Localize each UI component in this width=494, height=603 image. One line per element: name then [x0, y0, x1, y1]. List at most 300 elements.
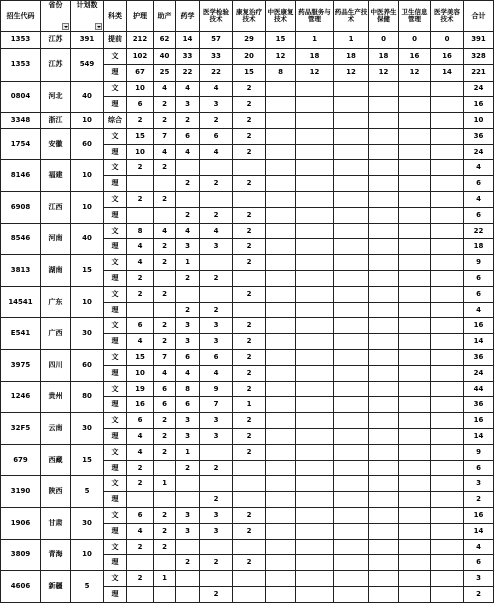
subject-cell[interactable]: 文 — [104, 539, 127, 555]
count-cell[interactable]: 4 — [176, 365, 200, 381]
plan-cell[interactable]: 10 — [71, 192, 104, 224]
count-cell[interactable] — [431, 523, 464, 539]
count-cell[interactable] — [399, 192, 431, 208]
count-cell[interactable] — [266, 239, 296, 255]
province-cell[interactable]: 广东 — [41, 286, 71, 318]
count-cell[interactable] — [176, 286, 200, 302]
total-cell[interactable]: 10 — [464, 113, 494, 129]
count-cell[interactable] — [431, 444, 464, 460]
total-cell[interactable]: 9 — [464, 444, 494, 460]
count-cell[interactable]: 2 — [127, 271, 154, 287]
count-cell[interactable]: 2 — [233, 429, 266, 445]
count-cell[interactable] — [334, 255, 369, 271]
subject-cell[interactable]: 文 — [104, 286, 127, 302]
count-cell[interactable] — [266, 286, 296, 302]
count-cell[interactable]: 2 — [154, 286, 176, 302]
total-cell[interactable]: 4 — [464, 539, 494, 555]
count-cell[interactable]: 2 — [154, 192, 176, 208]
count-cell[interactable]: 3 — [200, 334, 233, 350]
plan-cell[interactable]: 30 — [71, 413, 104, 445]
code-cell[interactable]: 3348 — [1, 113, 41, 129]
count-cell[interactable] — [369, 381, 399, 397]
count-cell[interactable] — [399, 207, 431, 223]
count-cell[interactable] — [399, 160, 431, 176]
count-cell[interactable] — [296, 239, 334, 255]
count-cell[interactable] — [233, 160, 266, 176]
count-cell[interactable]: 2 — [154, 429, 176, 445]
total-cell[interactable]: 22 — [464, 223, 494, 239]
count-cell[interactable]: 16 — [431, 48, 464, 65]
plan-cell[interactable]: 60 — [71, 350, 104, 382]
count-cell[interactable] — [369, 444, 399, 460]
count-cell[interactable] — [334, 239, 369, 255]
count-cell[interactable]: 2 — [233, 365, 266, 381]
count-cell[interactable]: 2 — [154, 318, 176, 334]
count-cell[interactable] — [296, 302, 334, 318]
plan-cell[interactable]: 10 — [71, 286, 104, 318]
count-cell[interactable]: 2 — [233, 555, 266, 571]
count-cell[interactable] — [154, 492, 176, 508]
count-cell[interactable]: 15 — [127, 128, 154, 144]
count-cell[interactable]: 2 — [154, 97, 176, 113]
count-cell[interactable] — [200, 286, 233, 302]
count-cell[interactable] — [431, 350, 464, 366]
total-cell[interactable]: 4 — [464, 302, 494, 318]
count-cell[interactable] — [399, 587, 431, 603]
count-cell[interactable]: 2 — [154, 523, 176, 539]
count-cell[interactable] — [431, 176, 464, 192]
count-cell[interactable]: 3 — [200, 523, 233, 539]
count-cell[interactable] — [233, 302, 266, 318]
count-cell[interactable] — [154, 207, 176, 223]
count-cell[interactable]: 4 — [127, 334, 154, 350]
count-cell[interactable]: 3 — [176, 508, 200, 524]
count-cell[interactable] — [369, 286, 399, 302]
subject-cell[interactable]: 理 — [104, 239, 127, 255]
count-cell[interactable]: 15 — [233, 65, 266, 82]
count-cell[interactable]: 2 — [154, 255, 176, 271]
count-cell[interactable] — [296, 192, 334, 208]
count-cell[interactable] — [334, 128, 369, 144]
total-cell[interactable]: 2 — [464, 587, 494, 603]
code-cell[interactable]: 3813 — [1, 255, 41, 287]
count-cell[interactable]: 2 — [233, 523, 266, 539]
subject-cell[interactable]: 文 — [104, 381, 127, 397]
count-cell[interactable] — [266, 523, 296, 539]
plan-cell[interactable]: 60 — [71, 128, 104, 160]
total-cell[interactable]: 221 — [464, 65, 494, 82]
count-cell[interactable] — [399, 144, 431, 160]
count-cell[interactable] — [266, 113, 296, 129]
count-cell[interactable]: 16 — [399, 48, 431, 65]
count-cell[interactable]: 2 — [154, 334, 176, 350]
count-cell[interactable] — [334, 144, 369, 160]
count-cell[interactable] — [154, 587, 176, 603]
count-cell[interactable] — [334, 113, 369, 129]
count-cell[interactable]: 25 — [154, 65, 176, 82]
subject-cell[interactable]: 文 — [104, 508, 127, 524]
total-cell[interactable]: 4 — [464, 160, 494, 176]
count-cell[interactable] — [266, 271, 296, 287]
count-cell[interactable] — [431, 334, 464, 350]
count-cell[interactable] — [334, 523, 369, 539]
count-cell[interactable]: 4 — [127, 444, 154, 460]
count-cell[interactable]: 2 — [127, 192, 154, 208]
count-cell[interactable] — [296, 318, 334, 334]
count-cell[interactable] — [334, 508, 369, 524]
count-cell[interactable] — [266, 350, 296, 366]
code-cell[interactable]: 6908 — [1, 192, 41, 224]
count-cell[interactable]: 4 — [154, 365, 176, 381]
count-cell[interactable] — [296, 555, 334, 571]
plan-cell[interactable]: 10 — [71, 160, 104, 192]
count-cell[interactable] — [200, 476, 233, 492]
count-cell[interactable]: 2 — [200, 587, 233, 603]
count-cell[interactable]: 6 — [200, 128, 233, 144]
count-cell[interactable]: 1 — [154, 571, 176, 587]
count-cell[interactable] — [296, 397, 334, 413]
count-cell[interactable] — [176, 571, 200, 587]
count-cell[interactable]: 10 — [127, 365, 154, 381]
count-cell[interactable] — [369, 555, 399, 571]
count-cell[interactable] — [431, 223, 464, 239]
total-cell[interactable]: 16 — [464, 318, 494, 334]
count-cell[interactable]: 2 — [154, 508, 176, 524]
code-cell[interactable]: 3190 — [1, 476, 41, 508]
count-cell[interactable] — [399, 113, 431, 129]
count-cell[interactable]: 2 — [233, 350, 266, 366]
count-cell[interactable] — [334, 539, 369, 555]
count-cell[interactable] — [154, 555, 176, 571]
count-cell[interactable] — [369, 539, 399, 555]
count-cell[interactable]: 3 — [176, 429, 200, 445]
count-cell[interactable] — [334, 571, 369, 587]
count-cell[interactable] — [431, 192, 464, 208]
count-cell[interactable] — [399, 460, 431, 476]
count-cell[interactable]: 2 — [233, 128, 266, 144]
count-cell[interactable] — [431, 555, 464, 571]
count-cell[interactable] — [399, 128, 431, 144]
count-cell[interactable] — [399, 397, 431, 413]
count-cell[interactable]: 19 — [127, 381, 154, 397]
count-cell[interactable]: 2 — [200, 460, 233, 476]
count-cell[interactable] — [266, 429, 296, 445]
count-cell[interactable]: 3 — [176, 334, 200, 350]
total-cell[interactable]: 16 — [464, 97, 494, 113]
count-cell[interactable] — [296, 144, 334, 160]
count-cell[interactable]: 15 — [266, 32, 296, 49]
subject-cell[interactable]: 理 — [104, 271, 127, 287]
count-cell[interactable] — [200, 571, 233, 587]
count-cell[interactable] — [127, 176, 154, 192]
province-cell[interactable]: 青海 — [41, 539, 71, 571]
count-cell[interactable]: 2 — [233, 381, 266, 397]
province-cell[interactable]: 广西 — [41, 318, 71, 350]
count-cell[interactable] — [431, 286, 464, 302]
count-cell[interactable] — [266, 302, 296, 318]
count-cell[interactable] — [399, 239, 431, 255]
count-cell[interactable] — [266, 176, 296, 192]
count-cell[interactable] — [266, 413, 296, 429]
count-cell[interactable] — [266, 318, 296, 334]
count-cell[interactable]: 2 — [176, 555, 200, 571]
filter-dropdown-icon[interactable] — [62, 23, 69, 30]
count-cell[interactable]: 8 — [176, 381, 200, 397]
count-cell[interactable] — [233, 571, 266, 587]
province-cell[interactable]: 贵州 — [41, 381, 71, 413]
count-cell[interactable] — [176, 160, 200, 176]
count-cell[interactable] — [296, 128, 334, 144]
count-cell[interactable] — [399, 176, 431, 192]
count-cell[interactable] — [431, 113, 464, 129]
count-cell[interactable]: 2 — [154, 160, 176, 176]
province-cell[interactable]: 湖南 — [41, 255, 71, 287]
count-cell[interactable] — [369, 160, 399, 176]
count-cell[interactable] — [200, 255, 233, 271]
count-cell[interactable] — [369, 255, 399, 271]
count-cell[interactable] — [399, 508, 431, 524]
code-cell[interactable]: 1906 — [1, 508, 41, 540]
count-cell[interactable]: 4 — [127, 523, 154, 539]
count-cell[interactable] — [200, 444, 233, 460]
count-cell[interactable]: 2 — [233, 413, 266, 429]
count-cell[interactable]: 2 — [176, 207, 200, 223]
count-cell[interactable]: 2 — [233, 113, 266, 129]
count-cell[interactable]: 33 — [176, 48, 200, 65]
count-cell[interactable] — [369, 460, 399, 476]
count-cell[interactable]: 2 — [233, 144, 266, 160]
count-cell[interactable] — [266, 539, 296, 555]
count-cell[interactable]: 2 — [127, 539, 154, 555]
count-cell[interactable]: 6 — [176, 350, 200, 366]
count-cell[interactable] — [431, 381, 464, 397]
header-province[interactable]: 省份 — [41, 1, 71, 32]
count-cell[interactable]: 4 — [176, 144, 200, 160]
count-cell[interactable] — [369, 144, 399, 160]
count-cell[interactable] — [296, 413, 334, 429]
count-cell[interactable] — [266, 460, 296, 476]
header-plan[interactable]: 计划数 — [71, 1, 104, 32]
count-cell[interactable] — [369, 350, 399, 366]
total-cell[interactable]: 6 — [464, 286, 494, 302]
count-cell[interactable] — [296, 365, 334, 381]
count-cell[interactable] — [233, 492, 266, 508]
count-cell[interactable] — [296, 286, 334, 302]
count-cell[interactable] — [399, 365, 431, 381]
count-cell[interactable]: 2 — [233, 286, 266, 302]
count-cell[interactable] — [296, 176, 334, 192]
count-cell[interactable] — [266, 508, 296, 524]
count-cell[interactable] — [266, 587, 296, 603]
code-cell[interactable]: 14541 — [1, 286, 41, 318]
count-cell[interactable]: 18 — [334, 48, 369, 65]
total-cell[interactable]: 36 — [464, 128, 494, 144]
count-cell[interactable] — [266, 97, 296, 113]
plan-cell[interactable]: 5 — [71, 571, 104, 603]
count-cell[interactable] — [334, 476, 369, 492]
count-cell[interactable] — [296, 271, 334, 287]
code-cell[interactable]: 32F5 — [1, 413, 41, 445]
count-cell[interactable]: 2 — [176, 302, 200, 318]
count-cell[interactable] — [266, 492, 296, 508]
count-cell[interactable]: 12 — [369, 65, 399, 82]
count-cell[interactable]: 4 — [127, 255, 154, 271]
count-cell[interactable] — [334, 413, 369, 429]
count-cell[interactable] — [266, 476, 296, 492]
count-cell[interactable] — [127, 302, 154, 318]
count-cell[interactable]: 3 — [200, 97, 233, 113]
count-cell[interactable] — [154, 302, 176, 318]
subject-cell[interactable]: 理 — [104, 429, 127, 445]
province-cell[interactable]: 云南 — [41, 413, 71, 445]
count-cell[interactable]: 2 — [233, 255, 266, 271]
total-cell[interactable]: 14 — [464, 334, 494, 350]
count-cell[interactable] — [431, 239, 464, 255]
count-cell[interactable]: 2 — [233, 334, 266, 350]
count-cell[interactable] — [334, 365, 369, 381]
count-cell[interactable]: 67 — [127, 65, 154, 82]
count-cell[interactable]: 1 — [176, 255, 200, 271]
count-cell[interactable]: 6 — [154, 381, 176, 397]
count-cell[interactable]: 2 — [154, 444, 176, 460]
count-cell[interactable]: 2 — [176, 460, 200, 476]
code-cell[interactable]: 1246 — [1, 381, 41, 413]
total-cell[interactable]: 14 — [464, 429, 494, 445]
count-cell[interactable]: 2 — [176, 113, 200, 129]
count-cell[interactable] — [369, 413, 399, 429]
total-cell[interactable]: 44 — [464, 381, 494, 397]
count-cell[interactable] — [334, 176, 369, 192]
count-cell[interactable] — [399, 413, 431, 429]
count-cell[interactable] — [369, 571, 399, 587]
count-cell[interactable] — [266, 555, 296, 571]
code-cell[interactable]: E541 — [1, 318, 41, 350]
count-cell[interactable] — [399, 539, 431, 555]
count-cell[interactable]: 2 — [233, 444, 266, 460]
count-cell[interactable] — [233, 192, 266, 208]
count-cell[interactable] — [334, 334, 369, 350]
count-cell[interactable] — [154, 271, 176, 287]
count-cell[interactable] — [369, 365, 399, 381]
count-cell[interactable]: 2 — [154, 113, 176, 129]
count-cell[interactable] — [399, 381, 431, 397]
plan-cell[interactable]: 15 — [71, 255, 104, 287]
count-cell[interactable] — [334, 81, 369, 97]
total-cell[interactable]: 328 — [464, 48, 494, 65]
count-cell[interactable] — [431, 539, 464, 555]
count-cell[interactable] — [296, 207, 334, 223]
count-cell[interactable]: 0 — [399, 32, 431, 49]
province-cell[interactable]: 河北 — [41, 81, 71, 113]
total-cell[interactable]: 14 — [464, 523, 494, 539]
count-cell[interactable]: 18 — [296, 48, 334, 65]
count-cell[interactable] — [431, 397, 464, 413]
count-cell[interactable]: 6 — [200, 350, 233, 366]
subject-cell[interactable]: 理 — [104, 176, 127, 192]
total-cell[interactable]: 36 — [464, 350, 494, 366]
plan-cell[interactable]: 80 — [71, 381, 104, 413]
count-cell[interactable] — [266, 571, 296, 587]
filter-dropdown-icon[interactable] — [95, 23, 102, 30]
count-cell[interactable]: 2 — [233, 207, 266, 223]
count-cell[interactable] — [369, 492, 399, 508]
count-cell[interactable] — [369, 318, 399, 334]
subject-cell[interactable]: 理 — [104, 523, 127, 539]
count-cell[interactable] — [431, 492, 464, 508]
count-cell[interactable]: 6 — [127, 508, 154, 524]
subject-cell[interactable]: 理 — [104, 65, 127, 82]
count-cell[interactable]: 9 — [200, 381, 233, 397]
total-cell[interactable]: 24 — [464, 144, 494, 160]
total-cell[interactable]: 3 — [464, 476, 494, 492]
count-cell[interactable] — [334, 223, 369, 239]
code-cell[interactable]: 4606 — [1, 571, 41, 603]
count-cell[interactable] — [266, 334, 296, 350]
subject-cell[interactable]: 理 — [104, 97, 127, 113]
total-cell[interactable]: 9 — [464, 255, 494, 271]
count-cell[interactable]: 4 — [154, 223, 176, 239]
total-cell[interactable]: 36 — [464, 397, 494, 413]
count-cell[interactable] — [334, 460, 369, 476]
count-cell[interactable] — [296, 223, 334, 239]
count-cell[interactable] — [369, 397, 399, 413]
plan-cell[interactable]: 40 — [71, 223, 104, 255]
count-cell[interactable]: 4 — [200, 223, 233, 239]
count-cell[interactable] — [127, 207, 154, 223]
count-cell[interactable] — [431, 508, 464, 524]
province-cell[interactable]: 江苏 — [41, 32, 71, 49]
code-cell[interactable]: 0804 — [1, 81, 41, 113]
subject-cell[interactable]: 文 — [104, 318, 127, 334]
province-cell[interactable]: 西藏 — [41, 444, 71, 476]
count-cell[interactable]: 3 — [200, 429, 233, 445]
count-cell[interactable] — [266, 223, 296, 239]
plan-cell[interactable]: 15 — [71, 444, 104, 476]
province-cell[interactable]: 江苏 — [41, 48, 71, 81]
count-cell[interactable] — [233, 587, 266, 603]
plan-cell[interactable]: 10 — [71, 113, 104, 129]
count-cell[interactable]: 16 — [127, 397, 154, 413]
count-cell[interactable] — [296, 492, 334, 508]
count-cell[interactable] — [266, 128, 296, 144]
count-cell[interactable] — [369, 113, 399, 129]
total-cell[interactable]: 16 — [464, 508, 494, 524]
count-cell[interactable]: 2 — [200, 492, 233, 508]
count-cell[interactable] — [296, 508, 334, 524]
total-cell[interactable]: 6 — [464, 460, 494, 476]
count-cell[interactable] — [369, 128, 399, 144]
count-cell[interactable]: 2 — [127, 286, 154, 302]
subject-cell[interactable]: 文 — [104, 350, 127, 366]
count-cell[interactable]: 3 — [200, 318, 233, 334]
count-cell[interactable]: 2 — [233, 239, 266, 255]
count-cell[interactable] — [431, 207, 464, 223]
province-cell[interactable]: 四川 — [41, 350, 71, 382]
count-cell[interactable]: 7 — [154, 350, 176, 366]
count-cell[interactable]: 3 — [176, 239, 200, 255]
count-cell[interactable] — [296, 113, 334, 129]
subject-cell[interactable]: 文 — [104, 160, 127, 176]
subject-cell[interactable]: 文 — [104, 223, 127, 239]
count-cell[interactable] — [399, 492, 431, 508]
subject-cell[interactable]: 文 — [104, 255, 127, 271]
count-cell[interactable] — [334, 271, 369, 287]
count-cell[interactable]: 2 — [200, 113, 233, 129]
count-cell[interactable] — [266, 397, 296, 413]
count-cell[interactable]: 4 — [176, 223, 200, 239]
plan-cell[interactable]: 549 — [71, 48, 104, 81]
count-cell[interactable] — [334, 555, 369, 571]
